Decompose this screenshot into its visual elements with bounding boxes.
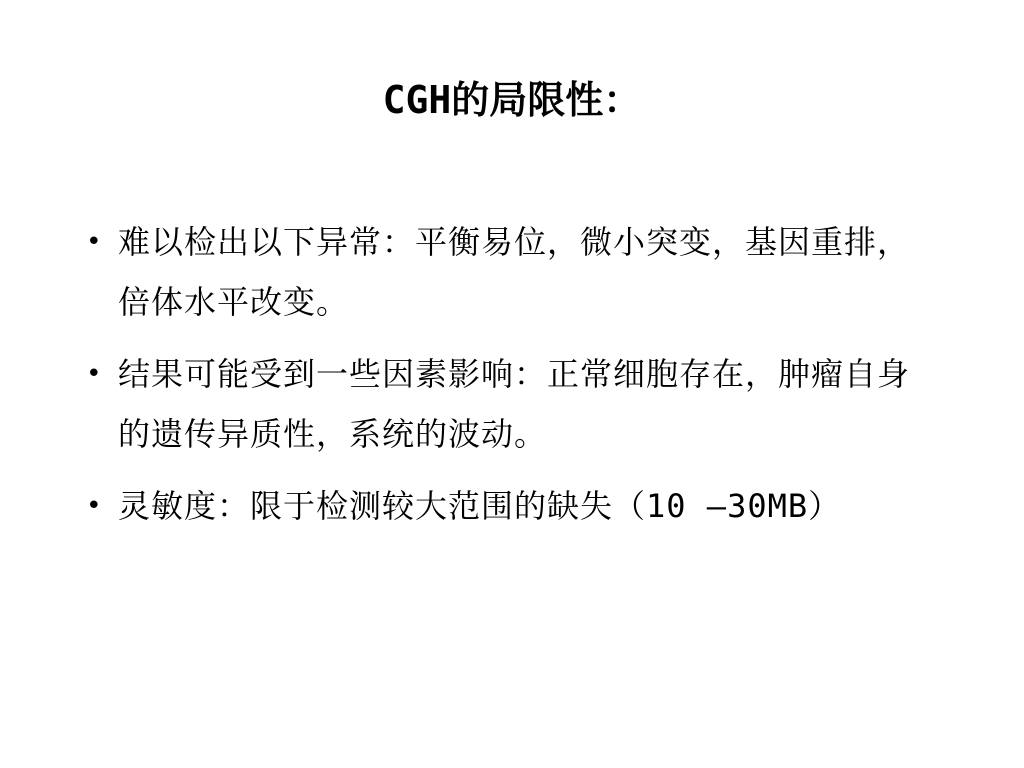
bullet-item-undetectable-abnormalities	[82, 212, 932, 332]
bullet-text: 难以检出以下异常：平衡易位，微小突变，基因重排，倍体水平改变。	[118, 223, 911, 321]
bullet-dot-icon: •	[86, 491, 103, 521]
bullet-dot-icon: •	[86, 359, 103, 389]
bullet-item-influencing-factors	[82, 344, 932, 464]
bullet-item-sensitivity	[82, 476, 932, 536]
bullet-dot-icon: •	[86, 227, 103, 257]
slide-title: CGH的局限性：	[382, 78, 642, 122]
bullet-list	[82, 212, 932, 548]
bullet-text: 结果可能受到一些因素影响：正常细胞存在，肿瘤自身的遗传异质性，系统的波动。	[118, 355, 911, 453]
bullet-text: 灵敏度：限于检测较大范围的缺失（10 —30MB）	[118, 487, 842, 525]
